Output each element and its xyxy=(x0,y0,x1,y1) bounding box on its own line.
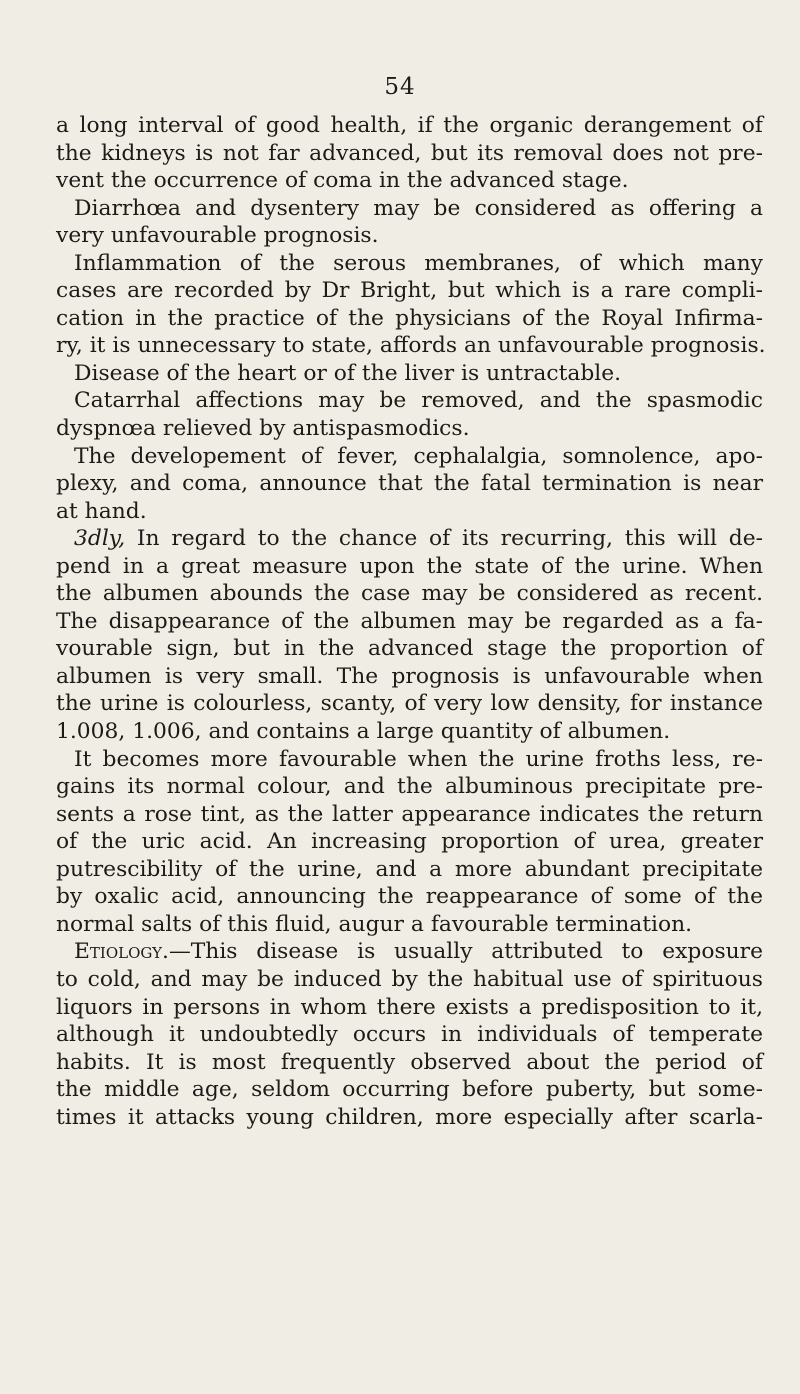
text-line-rest: —This disease is usually attributed to exposure xyxy=(168,939,763,965)
text-line: vent the occurrence of coma in the advanced stage. xyxy=(56,168,629,194)
text-line: Disease of the heart or of the liver is untractable. xyxy=(74,360,622,386)
text-line xyxy=(56,525,763,553)
text-line: habits. It is most frequently observed about the period of xyxy=(56,1049,763,1075)
text-line: Catarrhal affections may be removed, and the spasmodic xyxy=(74,388,763,414)
text-line: Inflammation of the serous membranes, of which many xyxy=(74,250,763,276)
text-line: the urine is colourless, scanty, of very low density, for instance xyxy=(56,691,763,717)
text-line: 1.008, 1.006, and contains a large quantity of albumen. xyxy=(56,719,671,745)
text-line: sents a rose tint, as the latter appearance indicates the return xyxy=(56,801,763,827)
text-line: of the uric acid. An increasing proportion of urea, greater xyxy=(56,829,763,855)
text-line: vourable sign, but in the advanced stage the proportion of xyxy=(56,636,763,662)
text-line: It becomes more favourable when the urine froths less, re- xyxy=(74,746,763,772)
text-line: The developement of fever, cephalalgia, somnolence, apo- xyxy=(74,443,763,469)
text-line: Diarrhœa and dysentery may be considered as offering a xyxy=(74,195,763,221)
text-line: to cold, and may be induced by the habitual use of spirituous xyxy=(56,966,763,992)
text-line: liquors in persons in whom there exists a predisposition to it, xyxy=(56,994,763,1020)
text-line xyxy=(56,938,763,966)
text-line: although it undoubtedly occurs in individuals of temperate xyxy=(56,1022,763,1048)
text-line: gains its normal colour, and the albuminous precipitate pre- xyxy=(56,774,763,800)
text-line: cases are recorded by Dr Bright, but which is a rare compli- xyxy=(56,278,763,304)
text-line: dyspnœa relieved by antispasmodics. xyxy=(56,416,470,442)
text-line: the middle age, seldom occurring before puberty, but some- xyxy=(56,1077,763,1103)
text-line: normal salts of this fluid, augur a favourable termination. xyxy=(56,911,693,937)
text-line: The disappearance of the albumen may be regarded as a fa- xyxy=(56,608,763,634)
text-line: the kidneys is not far advanced, but its removal does not pre- xyxy=(56,140,763,166)
section-heading: Etiology. xyxy=(74,939,169,965)
text-line: albumen is very small. The prognosis is unfavourable when xyxy=(56,663,763,689)
text-line: putrescibility of the urine, and a more abundant precipitate xyxy=(56,856,763,882)
section-numeral: 3dly, xyxy=(74,526,126,552)
text-line: times it attacks young children, more especially after scarla- xyxy=(56,1104,763,1130)
text-line-rest: In regard to the chance of its recurring, this will de- xyxy=(136,526,763,552)
text-line: very unfavourable prognosis. xyxy=(56,223,379,249)
page-number: 54 xyxy=(384,74,416,100)
text-line: at hand. xyxy=(56,498,147,524)
text-line: the albumen abounds the case may be considered as recent. xyxy=(56,581,763,607)
text-line: a long interval of good health, if the organic derangement of xyxy=(56,113,763,138)
body-text xyxy=(56,112,766,1131)
text-line: by oxalic acid, announcing the reappearance of some of the xyxy=(56,884,763,910)
text-line: cation in the practice of the physicians of the Royal Infirma- xyxy=(56,305,763,331)
text-line: plexy, and coma, announce that the fatal termination is near xyxy=(56,471,763,497)
text-line: pend in a great measure upon the state of the urine. When xyxy=(56,553,763,579)
text-line: ry, it is unnecessary to state, affords an unfavourable prognosis. xyxy=(56,333,766,359)
